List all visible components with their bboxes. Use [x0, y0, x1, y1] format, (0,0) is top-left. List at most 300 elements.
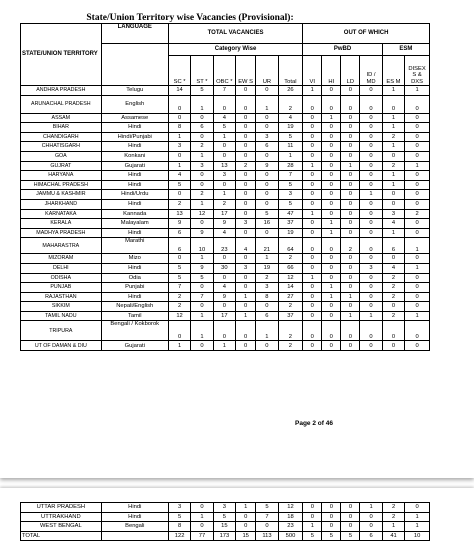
cell-value: 2	[382, 512, 404, 522]
cell-value: 0	[303, 503, 322, 513]
cell-value: 0	[341, 219, 360, 229]
cell-value: 0	[405, 190, 430, 200]
cell-value: 7	[168, 283, 190, 293]
cell-value: 19	[256, 263, 278, 273]
cell-value: 0	[236, 113, 256, 123]
cell-value: 10	[405, 531, 430, 541]
cell-value: 12	[168, 311, 190, 321]
cell-value: 0	[322, 161, 341, 171]
cell-value: 3	[168, 503, 190, 513]
cell-value: 3	[236, 219, 256, 229]
table-row	[21, 292, 430, 302]
cell-value: 0	[405, 321, 430, 341]
cell-value: 6	[191, 123, 213, 133]
table-row	[21, 86, 430, 96]
cell-value: 0	[256, 171, 278, 181]
table-row	[21, 503, 430, 513]
cell-value: 0	[405, 171, 430, 181]
cell-value: 1	[303, 86, 322, 96]
cell-value: 1	[168, 132, 190, 142]
cell-value: 0	[405, 283, 430, 293]
cell-value: 0	[360, 341, 382, 351]
cell-value: 0	[322, 86, 341, 96]
cell-value: 0	[303, 219, 322, 229]
cell-value: 4	[382, 219, 404, 229]
cell-value: 0	[322, 263, 341, 273]
cell-value: 1	[303, 161, 322, 171]
cell-value: 0	[168, 113, 190, 123]
cell-value: 4	[382, 263, 404, 273]
column-header: UR	[256, 56, 278, 86]
cell-value: 0	[236, 273, 256, 283]
cell-value: 3	[256, 132, 278, 142]
header-total-vacancies: TOTAL VACANCIES	[168, 24, 302, 44]
cell-value: 0	[405, 254, 430, 264]
cell-value: 2	[168, 302, 190, 312]
table-row	[21, 171, 430, 181]
cell-value: 0	[405, 199, 430, 209]
cell-language: Hindi	[101, 142, 168, 152]
cell-value: 0	[303, 171, 322, 181]
cell-value: 0	[236, 95, 256, 113]
cell-state: UTTRAKHAND	[21, 512, 102, 522]
cell-value: 0	[322, 503, 341, 513]
cell-value: 0	[360, 123, 382, 133]
cell-value: 0	[322, 209, 341, 219]
table-row	[21, 132, 430, 142]
column-header: VI	[303, 56, 322, 86]
cell-value: 47	[278, 209, 303, 219]
cell-value: 6	[256, 311, 278, 321]
cell-value: 1	[191, 151, 213, 161]
cell-state: KARNATAKA	[21, 209, 102, 219]
cell-value: 5	[168, 273, 190, 283]
cell-value: 9	[191, 263, 213, 273]
cell-value: 2	[278, 321, 303, 341]
cell-value: 0	[341, 132, 360, 142]
cell-value: 0	[256, 302, 278, 312]
cell-value: 1	[382, 522, 404, 532]
cell-value: 5	[168, 512, 190, 522]
cell-language: Marathi	[101, 238, 168, 254]
cell-value: 0	[303, 341, 322, 351]
column-header: LD	[341, 56, 360, 86]
cell-value: 64	[278, 238, 303, 254]
cell-value: 3	[382, 209, 404, 219]
cell-value: 1	[360, 190, 382, 200]
cell-language: Mizo	[101, 254, 168, 264]
cell-value: 0	[322, 522, 341, 532]
cell-value: 0	[405, 219, 430, 229]
cell-state: BIHAR	[21, 123, 102, 133]
cell-value: 0	[256, 86, 278, 96]
cell-value: 0	[341, 321, 360, 341]
cell-value: 1	[322, 113, 341, 123]
cell-value: 1	[382, 142, 404, 152]
cell-value: 5	[168, 263, 190, 273]
cell-value: 5	[278, 180, 303, 190]
cell-value: 2	[278, 254, 303, 264]
cell-value: 0	[360, 113, 382, 123]
cell-value: 0	[256, 123, 278, 133]
cell-value: 2	[236, 161, 256, 171]
cell-value: 0	[405, 113, 430, 123]
table-row	[21, 180, 430, 190]
cell-value: 0	[256, 180, 278, 190]
cell-value: 14	[278, 283, 303, 293]
cell-value: 0	[236, 190, 256, 200]
cell-value: 0	[236, 180, 256, 190]
table-row	[21, 283, 430, 293]
cell-language: Hindi	[101, 171, 168, 181]
table-row	[21, 321, 430, 341]
cell-value: 9	[256, 161, 278, 171]
cell-language	[101, 531, 168, 541]
cell-value: 0	[168, 151, 190, 161]
cell-value: 2	[405, 209, 430, 219]
cell-value: 9	[213, 219, 235, 229]
cell-value: 2	[341, 238, 360, 254]
cell-value: 2	[382, 311, 404, 321]
cell-value: 0	[341, 151, 360, 161]
cell-value: 0	[341, 123, 360, 133]
cell-value: 0	[303, 95, 322, 113]
cell-value: 0	[341, 512, 360, 522]
cell-value: 1	[382, 113, 404, 123]
cell-state: UT OF DAMAN & DIU	[21, 341, 102, 351]
cell-value: 0	[236, 209, 256, 219]
cell-state: ARUNACHAL PRADESH	[21, 95, 102, 113]
cell-value: 0	[360, 171, 382, 181]
cell-value: 1	[191, 321, 213, 341]
cell-value: 1	[303, 522, 322, 532]
cell-value: 0	[303, 199, 322, 209]
cell-value: 1	[303, 209, 322, 219]
cell-value: 17	[213, 311, 235, 321]
cell-value: 0	[322, 273, 341, 283]
cell-value: 0	[382, 341, 404, 351]
cell-value: 0	[191, 522, 213, 532]
cell-value: 3	[213, 171, 235, 181]
cell-value: 0	[360, 151, 382, 161]
table-body-continued	[21, 503, 430, 541]
cell-value: 0	[303, 302, 322, 312]
table-row	[21, 209, 430, 219]
cell-value: 0	[168, 254, 190, 264]
table-row	[21, 95, 430, 113]
cell-value: 5	[256, 209, 278, 219]
cell-language: Hindi	[101, 228, 168, 238]
cell-value: 0	[341, 503, 360, 513]
cell-value: 1	[322, 292, 341, 302]
header-state: STATE/UNION TERRITORY	[21, 24, 102, 86]
cell-state: CHANDIGARH	[21, 132, 102, 142]
table-row	[21, 263, 430, 273]
table-row	[21, 219, 430, 229]
cell-value: 0	[322, 341, 341, 351]
cell-state: MADHYA PRADESH	[21, 228, 102, 238]
cell-value: 0	[341, 199, 360, 209]
cell-value: 0	[405, 180, 430, 190]
cell-value: 13	[168, 209, 190, 219]
cell-state: RAJASTHAN	[21, 292, 102, 302]
cell-value: 5	[191, 273, 213, 283]
cell-value: 1	[405, 263, 430, 273]
table-row	[21, 302, 430, 312]
column-header: ST *	[191, 56, 213, 86]
cell-value: 5	[213, 123, 235, 133]
cell-value: 0	[322, 151, 341, 161]
cell-value: 6	[168, 238, 190, 254]
header-language-blank	[101, 44, 168, 86]
cell-value: 5	[278, 199, 303, 209]
table-row	[21, 311, 430, 321]
cell-value: 3	[256, 283, 278, 293]
cell-value: 1	[382, 228, 404, 238]
cell-value: 8	[256, 292, 278, 302]
cell-value: 5	[256, 503, 278, 513]
page-number: Page 2 of 46	[295, 420, 333, 427]
cell-value: 6	[256, 142, 278, 152]
cell-value: 0	[322, 321, 341, 341]
cell-value: 0	[360, 228, 382, 238]
cell-value: 0	[360, 292, 382, 302]
cell-value: 0	[322, 302, 341, 312]
page-title: State/Union Territory wise Vacancies (Provisional):	[86, 13, 294, 23]
table-row	[21, 512, 430, 522]
cell-value: 0	[303, 254, 322, 264]
cell-value: 0	[322, 123, 341, 133]
cell-language: Hindi/Punjabi	[101, 132, 168, 142]
cell-language: Hindi	[101, 123, 168, 133]
cell-value: 14	[168, 86, 190, 96]
cell-value: 5	[341, 531, 360, 541]
cell-value: 1	[360, 503, 382, 513]
cell-value: 0	[322, 142, 341, 152]
cell-value: 0	[360, 273, 382, 283]
cell-value: 0	[303, 512, 322, 522]
cell-value: 0	[341, 522, 360, 532]
cell-value: 0	[191, 503, 213, 513]
cell-value: 0	[236, 512, 256, 522]
cell-value: 37	[278, 219, 303, 229]
cell-value: 0	[303, 321, 322, 341]
cell-value: 3	[213, 503, 235, 513]
cell-state: UTTAR PRADESH	[21, 503, 102, 513]
cell-language: Punjabi	[101, 283, 168, 293]
cell-value: 1	[168, 161, 190, 171]
cell-value: 1	[236, 292, 256, 302]
cell-state: JAMMU & KASHMIR	[21, 190, 102, 200]
cell-value: 0	[405, 341, 430, 351]
cell-value: 0	[382, 302, 404, 312]
cell-language: Gujarati	[101, 161, 168, 171]
cell-value: 0	[256, 228, 278, 238]
cell-value: 1	[405, 311, 430, 321]
cell-value: 2	[382, 503, 404, 513]
cell-language: Hindi	[101, 292, 168, 302]
cell-value: 2	[278, 302, 303, 312]
cell-value: 23	[278, 522, 303, 532]
cell-value: 1	[213, 132, 235, 142]
cell-value: 0	[341, 254, 360, 264]
cell-value: 0	[191, 171, 213, 181]
cell-value: 0	[236, 86, 256, 96]
cell-value: 5	[168, 180, 190, 190]
cell-value: 0	[191, 113, 213, 123]
cell-value: 1	[303, 273, 322, 283]
column-header: ID / MD	[360, 56, 382, 86]
cell-value: 0	[213, 302, 235, 312]
cell-value: 0	[303, 123, 322, 133]
cell-state: JHARKHAND	[21, 199, 102, 209]
cell-state: DELHI	[21, 263, 102, 273]
cell-value: 2	[213, 199, 235, 209]
cell-state: PUNJAB	[21, 283, 102, 293]
cell-value: 8	[168, 522, 190, 532]
cell-value: 3	[360, 263, 382, 273]
cell-value: 3	[278, 190, 303, 200]
cell-value: 3	[191, 161, 213, 171]
cell-value: 0	[360, 142, 382, 152]
cell-value: 0	[360, 132, 382, 142]
table-row	[21, 113, 430, 123]
cell-value: 11	[278, 142, 303, 152]
cell-value: 0	[405, 302, 430, 312]
vacancy-table-continued	[20, 502, 430, 541]
cell-value: 1	[382, 86, 404, 96]
cell-value: 0	[236, 302, 256, 312]
cell-value: 0	[191, 219, 213, 229]
cell-value: 1	[405, 161, 430, 171]
cell-value: 0	[405, 132, 430, 142]
cell-value: 41	[382, 531, 404, 541]
cell-value: 0	[405, 503, 430, 513]
cell-value: 0	[236, 283, 256, 293]
cell-value: 0	[168, 190, 190, 200]
cell-value: 0	[360, 161, 382, 171]
table-row	[21, 341, 430, 351]
cell-value: 2	[278, 341, 303, 351]
cell-value: 0	[303, 180, 322, 190]
cell-value: 7	[191, 292, 213, 302]
table-row	[21, 228, 430, 238]
cell-value: 0	[382, 190, 404, 200]
cell-value: 1	[405, 512, 430, 522]
cell-value: 0	[303, 283, 322, 293]
cell-value: 0	[322, 171, 341, 181]
cell-value: 23	[213, 238, 235, 254]
cell-value: 1	[256, 254, 278, 264]
cell-value: 0	[360, 209, 382, 219]
cell-value: 0	[303, 263, 322, 273]
cell-value: 5	[303, 531, 322, 541]
cell-value: 0	[303, 142, 322, 152]
cell-language: Hindi	[101, 199, 168, 209]
cell-value: 19	[278, 228, 303, 238]
cell-value: 9	[168, 219, 190, 229]
table-body	[21, 24, 430, 351]
cell-state: KERALA	[21, 219, 102, 229]
cell-value: 0	[236, 228, 256, 238]
cell-value: 0	[191, 283, 213, 293]
cell-value: 173	[213, 531, 235, 541]
cell-value: 16	[256, 219, 278, 229]
column-header: DISEX S & DXS	[405, 56, 430, 86]
cell-value: 0	[236, 132, 256, 142]
cell-value: 8	[168, 123, 190, 133]
cell-value: 0	[341, 180, 360, 190]
cell-value: 0	[213, 254, 235, 264]
cell-language: Telugu	[101, 86, 168, 96]
cell-value: 0	[382, 254, 404, 264]
cell-value: 0	[322, 132, 341, 142]
cell-value: 27	[278, 292, 303, 302]
cell-value: 0	[405, 292, 430, 302]
cell-value: 0	[360, 321, 382, 341]
cell-value: 122	[168, 531, 190, 541]
cell-value: 0	[322, 254, 341, 264]
cell-value: 0	[303, 113, 322, 123]
cell-value: 5	[278, 132, 303, 142]
column-header: ES M	[382, 56, 404, 86]
cell-value: 0	[341, 209, 360, 219]
cell-value: 6	[382, 238, 404, 254]
cell-value: 0	[256, 113, 278, 123]
cell-value: 30	[213, 263, 235, 273]
cell-value: 4	[213, 228, 235, 238]
cell-value: 0	[236, 321, 256, 341]
cell-value: 1	[168, 341, 190, 351]
cell-value: 0	[360, 254, 382, 264]
cell-value: 1	[322, 283, 341, 293]
cell-value: 17	[213, 209, 235, 219]
cell-value: 0	[322, 512, 341, 522]
cell-value: 77	[191, 531, 213, 541]
cell-value: 0	[236, 171, 256, 181]
cell-value: 0	[256, 522, 278, 532]
cell-value: 0	[236, 142, 256, 152]
cell-value: 3	[168, 142, 190, 152]
cell-value: 0	[236, 522, 256, 532]
cell-state: WEST BENGAL	[21, 522, 102, 532]
cell-value: 1	[191, 311, 213, 321]
cell-value: 3	[236, 263, 256, 273]
cell-value: 0	[405, 142, 430, 152]
cell-value: 2	[278, 95, 303, 113]
cell-value: 0	[236, 254, 256, 264]
cell-language: Bengali	[101, 522, 168, 532]
cell-state: TAMIL NADU	[21, 311, 102, 321]
cell-value: 4	[213, 283, 235, 293]
cell-value: 0	[256, 151, 278, 161]
cell-value: 0	[341, 273, 360, 283]
cell-value: 0	[168, 321, 190, 341]
cell-value: 0	[382, 151, 404, 161]
table-row	[21, 190, 430, 200]
cell-value: 0	[341, 283, 360, 293]
cell-language: Hindi	[101, 263, 168, 273]
cell-state: ODISHA	[21, 273, 102, 283]
cell-value: 2	[191, 190, 213, 200]
cell-value: 0	[322, 190, 341, 200]
cell-value: 9	[191, 228, 213, 238]
cell-value: 10	[191, 238, 213, 254]
cell-value: 1	[191, 199, 213, 209]
cell-value: 28	[278, 161, 303, 171]
cell-value: 0	[360, 199, 382, 209]
cell-value: 0	[360, 302, 382, 312]
